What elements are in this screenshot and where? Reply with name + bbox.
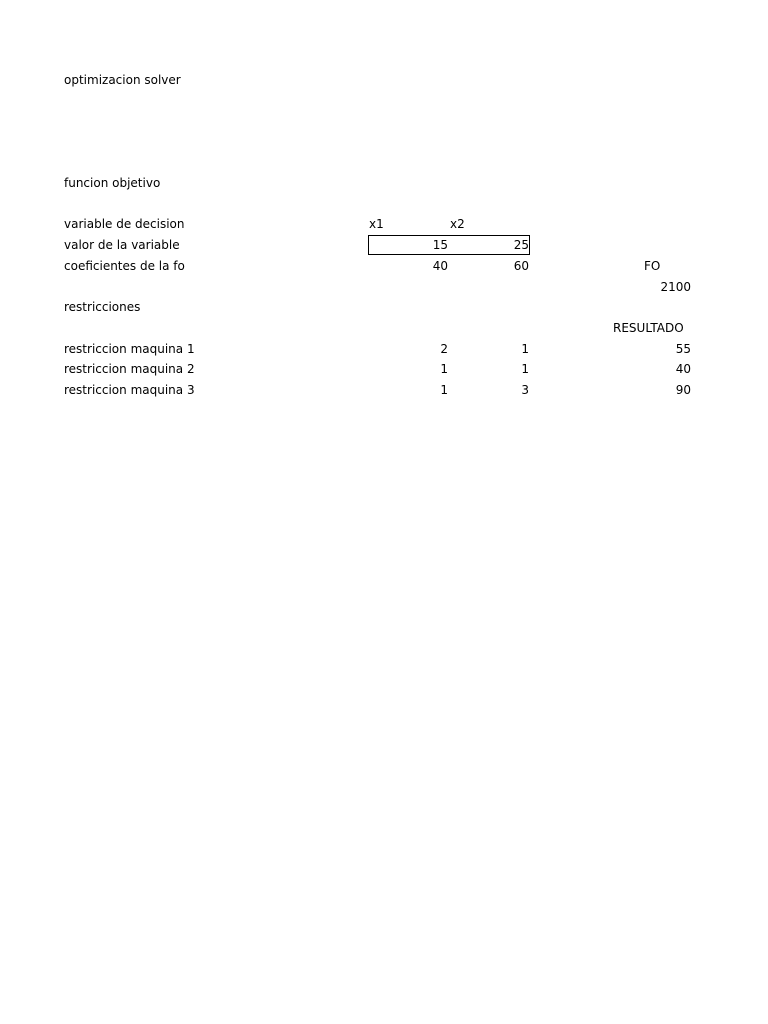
fo-label: FO [644, 259, 661, 273]
restriction-coef-x1[interactable]: 2 [440, 342, 448, 356]
sheet-title: optimizacion solver [64, 73, 181, 87]
restriction-coef-x2[interactable]: 1 [521, 342, 529, 356]
x2-header: x2 [450, 217, 465, 231]
restriction-result[interactable]: 40 [675, 362, 691, 376]
variable-value-label: valor de la variable [64, 238, 180, 252]
decision-variable-label: variable de decision [64, 217, 185, 231]
objective-heading: funcion objetivo [64, 176, 161, 190]
result-header: RESULTADO [613, 321, 684, 335]
restrictions-heading: restricciones [64, 300, 141, 314]
restriction-label: restriccion maquina 1 [64, 342, 195, 356]
x2-coefficient-cell[interactable]: 60 [513, 259, 529, 273]
restriction-result[interactable]: 90 [675, 383, 691, 397]
coefficients-label: coeficientes de la fo [64, 259, 185, 273]
restriction-label: restriccion maquina 2 [64, 362, 195, 376]
restriction-coef-x1[interactable]: 1 [440, 362, 448, 376]
restriction-coef-x2[interactable]: 3 [521, 383, 529, 397]
restriction-coef-x2[interactable]: 1 [521, 362, 529, 376]
fo-value-cell[interactable]: 2100 [660, 280, 691, 294]
restriction-coef-x1[interactable]: 1 [440, 383, 448, 397]
x1-value-cell[interactable]: 15 [432, 238, 448, 252]
restriction-label: restriccion maquina 3 [64, 383, 195, 397]
x1-coefficient-cell[interactable]: 40 [432, 259, 448, 273]
x1-header: x1 [369, 217, 384, 231]
restriction-result[interactable]: 55 [675, 342, 691, 356]
x2-value-cell[interactable]: 25 [513, 238, 529, 252]
